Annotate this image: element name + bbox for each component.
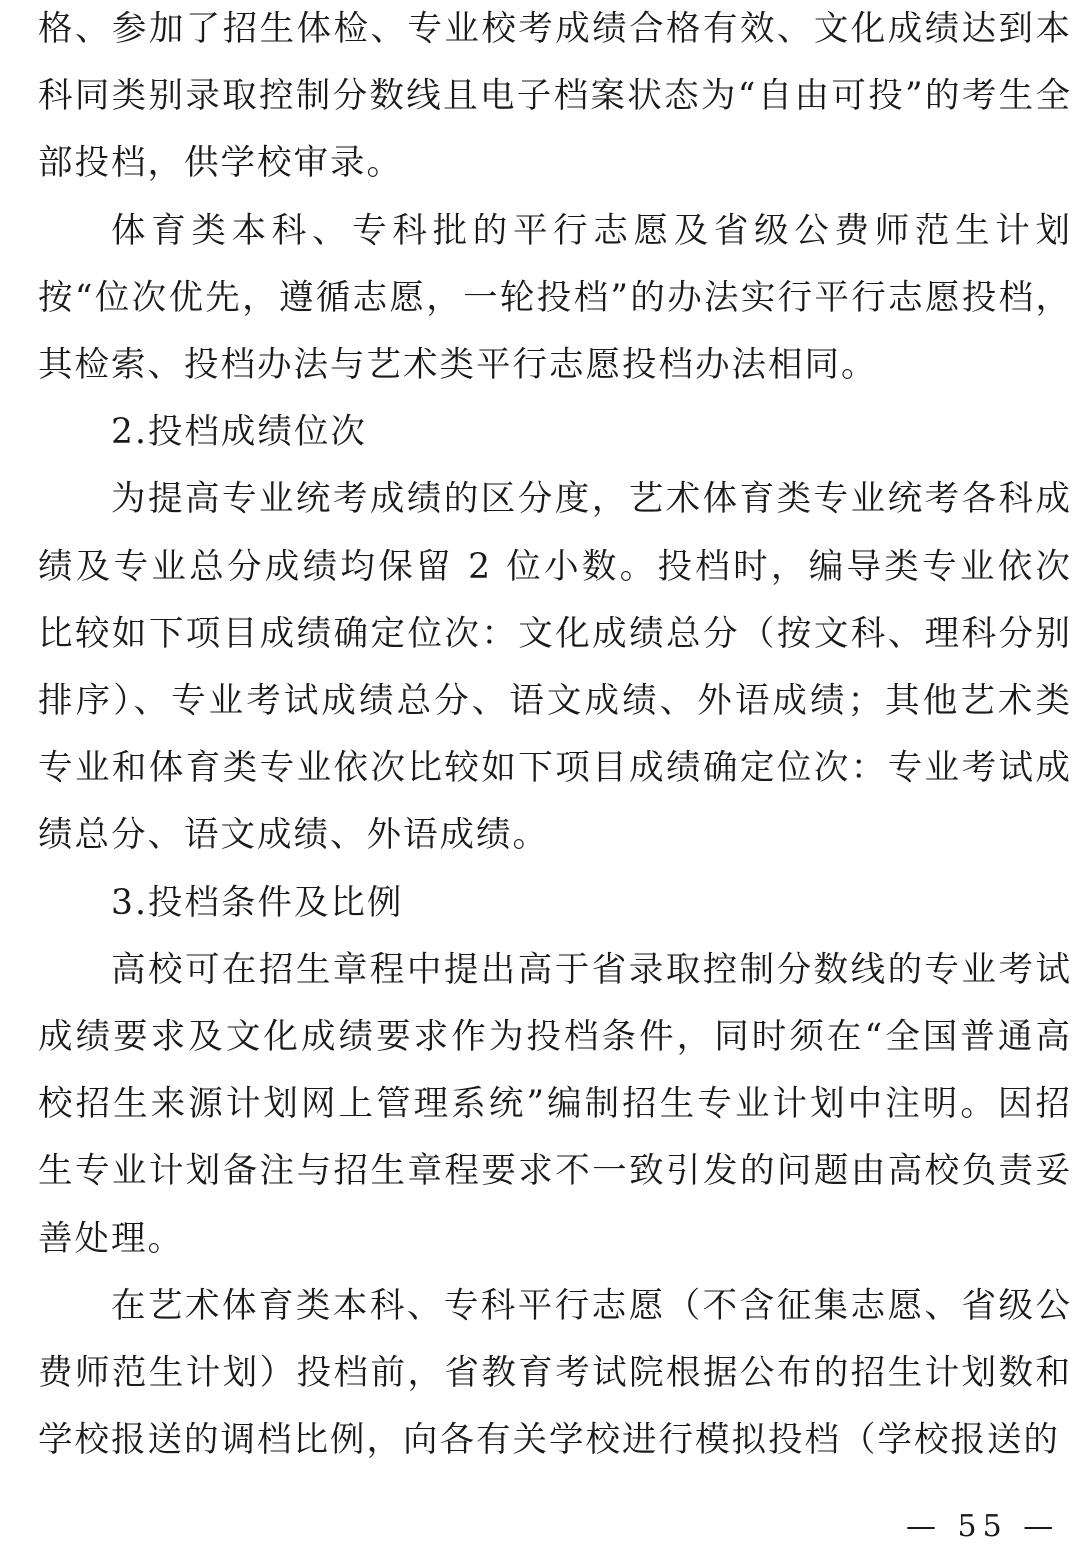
- paragraph-3: 为提高专业统考成绩的区分度，艺术体育类专业统考各科成绩及专业总分成绩均保留 2 位小数。投档时，编导类专业依次比较如下项目成绩确定位次：文化成绩总分（按文科、理科分别排序）、专业考试成绩总分、语文成绩、外语成绩；其他艺术类专业和体育类专业依次比较如下项目成绩确定位次：专业考试成绩总分、语文成绩、外语成绩。: [38, 479, 1072, 856]
- paragraph-4: 高校可在招生章程中提出高于省录取控制分数线的专业考试成绩要求及文化成绩要求作为投档条件，同时须在“全国普通高校招生来源计划网上管理系统”编制招生专业计划中注明。因招生专业计划备注与招生章程要求不一致引发的问题由高校负责妥善处理。: [38, 949, 1072, 1259]
- paragraph-1: 格、参加了招生体检、专业校考成绩合格有效、文化成绩达到本科同类别录取控制分数线且电子档案状态为“自由可投”的考生全部投档，供学校审录。: [38, 9, 1072, 184]
- page-number: — 55 —: [906, 1509, 1060, 1544]
- section-heading-3: 3.投档条件及比例: [111, 882, 404, 923]
- paragraph-5: 在艺术体育类本科、专科平行志愿（不含征集志愿、省级公费师范生计划）投档前，省教育考试院根据公布的招生计划数和学校报送的调档比例，向各有关学校进行模拟投档（学校报送的: [38, 1285, 1072, 1461]
- paragraph-2: 体育类本科、专科批的平行志愿及省级公费师范生计划按“位次优先，遵循志愿，一轮投档”的办法实行平行志愿投档，其检索、投档办法与艺术类平行志愿投档办法相同。: [38, 210, 1072, 386]
- document-body: [38, 0, 1072, 1474]
- section-heading-2: 2.投档成绩位次: [111, 412, 367, 453]
